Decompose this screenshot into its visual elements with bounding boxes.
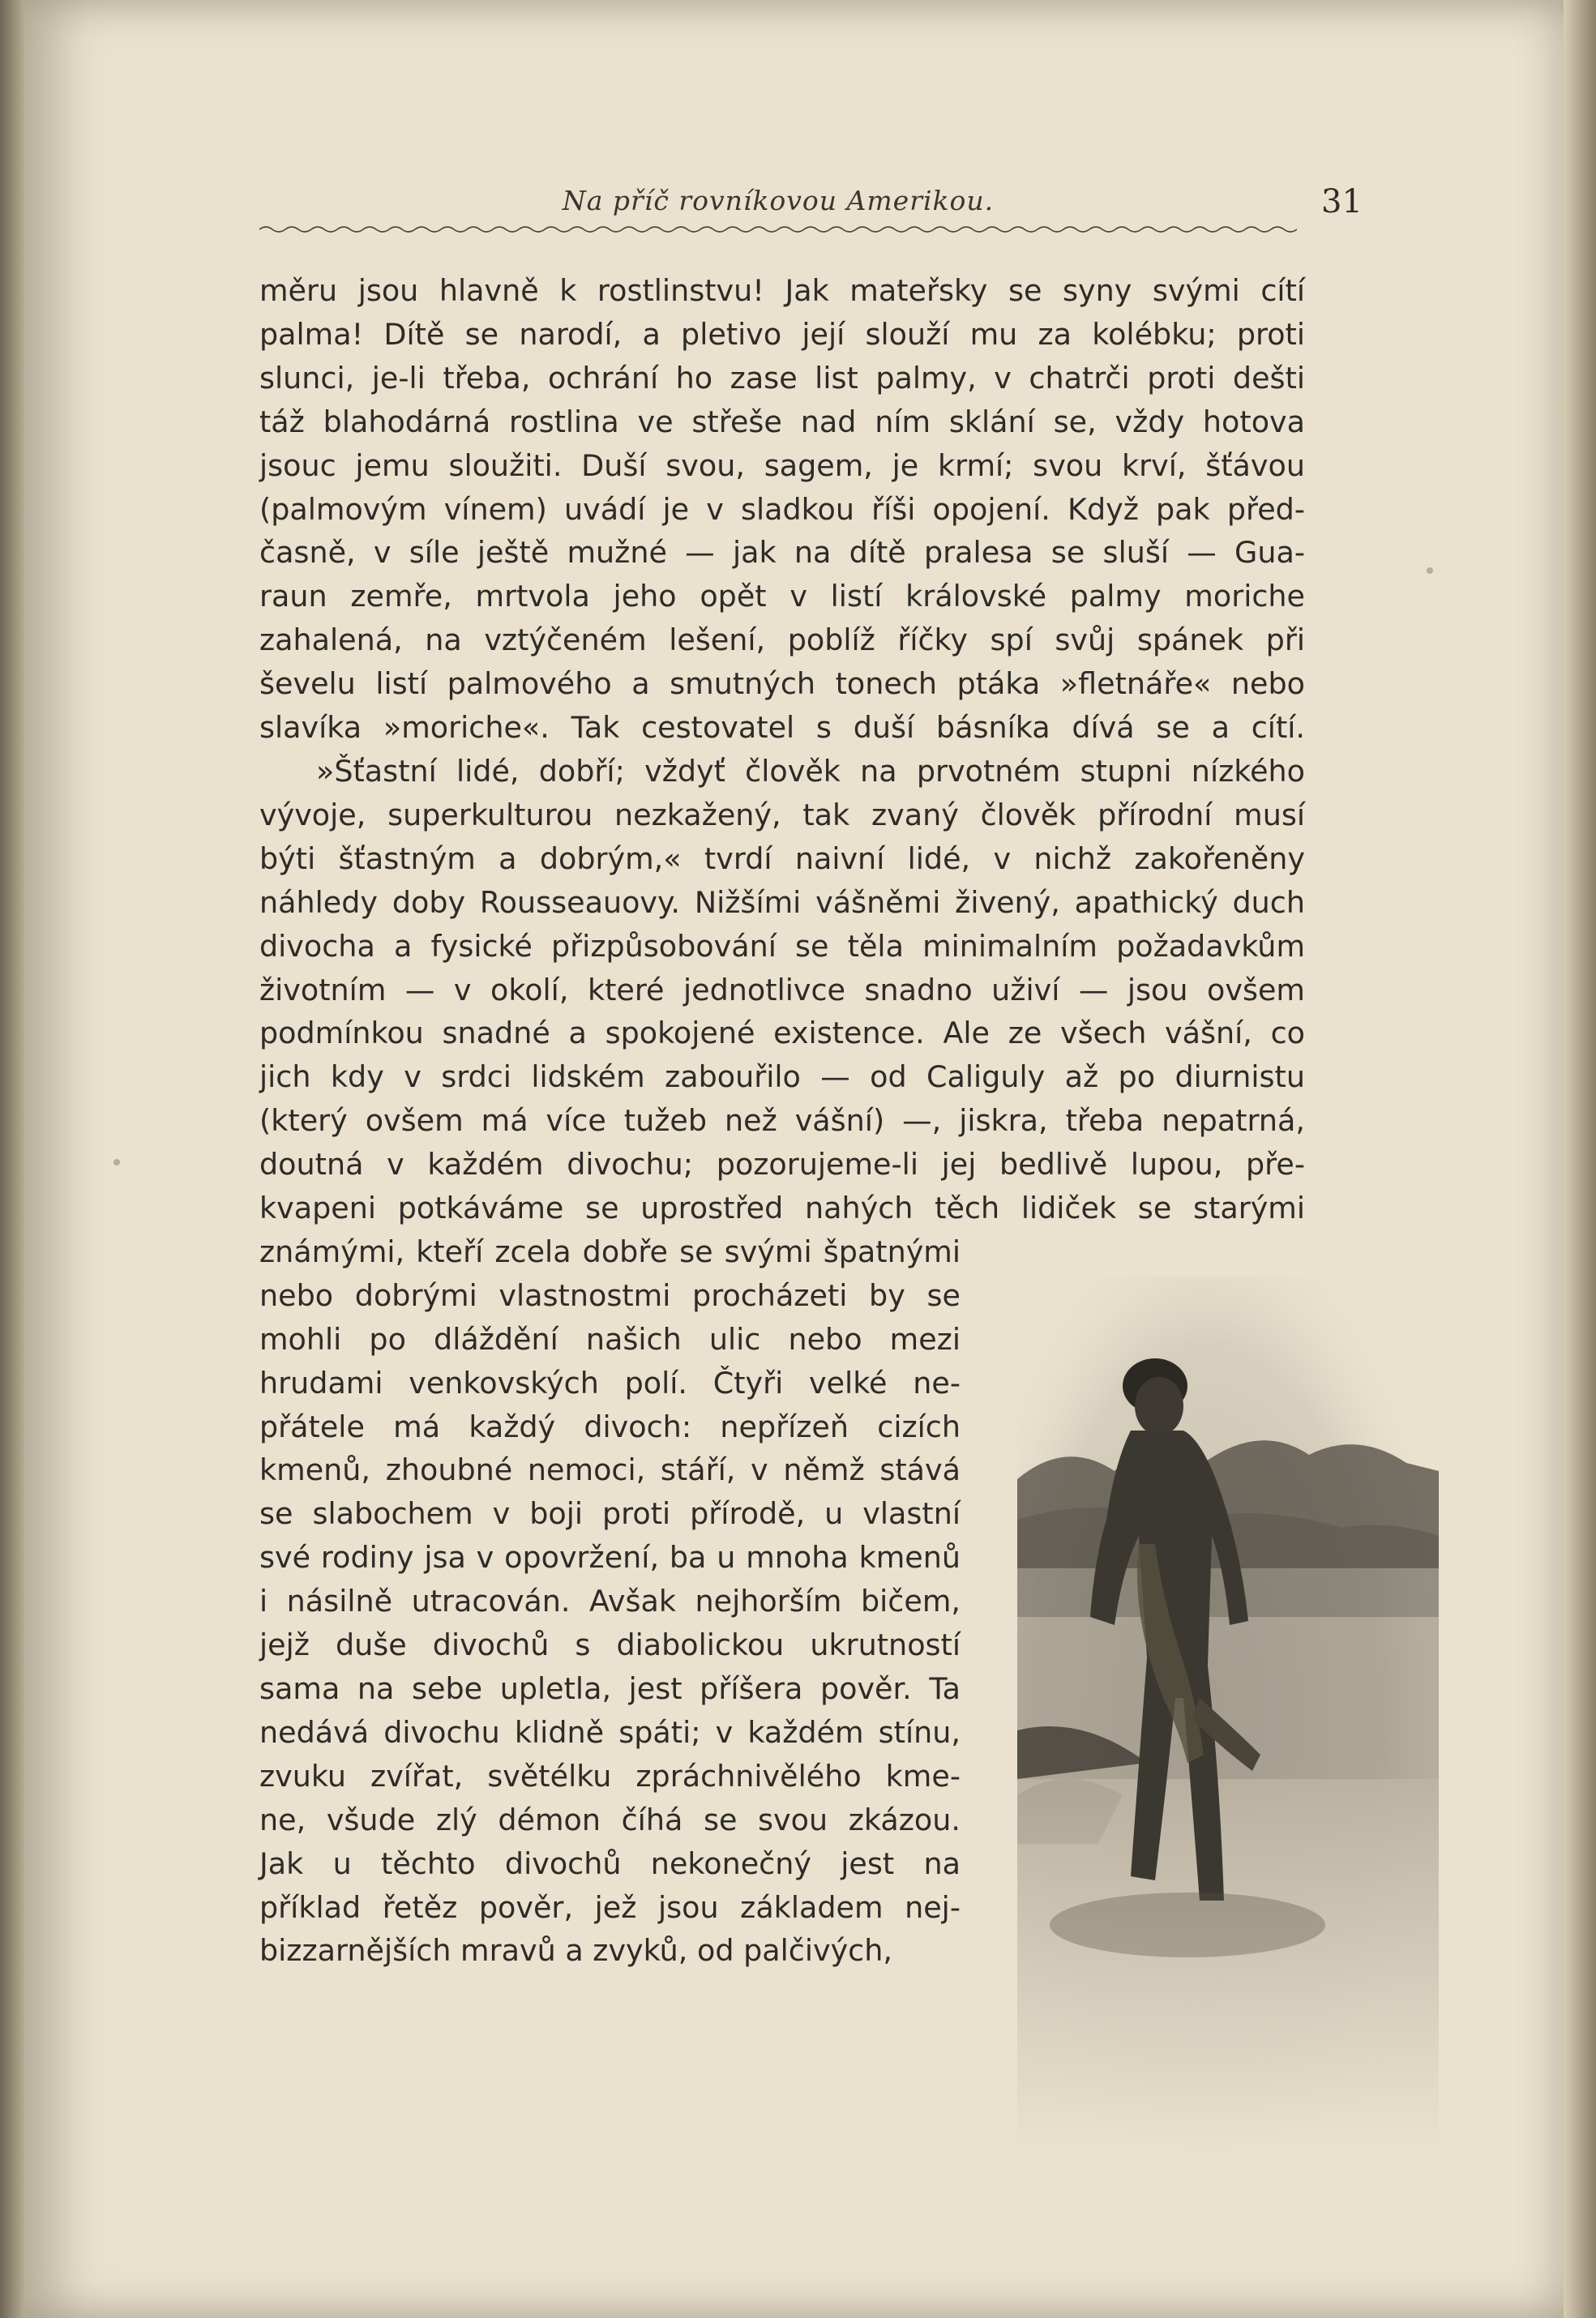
text-line: doutná v každém divochu; pozorujeme-li jej bedlivě lupou, pře-	[259, 1147, 1305, 1183]
text-line: jejž duše divochů s diabolickou ukrutností	[259, 1627, 961, 1663]
text-line: kvapeni potkáváme se uprostřed nahých těch lidiček se starými	[259, 1191, 1305, 1226]
text-line: nedává divochu klidně spáti; v každém stínu,	[259, 1714, 961, 1750]
text-line: příklad řetěz pověr, jež jsou základem nej-	[259, 1889, 961, 1925]
text-line: životním — v okolí, které jednotlivce snadno uživí — jsou ovšem	[259, 972, 1305, 1007]
text-line: zahalená, na vztýčeném lešení, poblíž říčky spí svůj spánek při	[259, 622, 1305, 658]
text-line: podmínkou snadné a spokojené existence. Ale ze všech vášní, co	[259, 1016, 1305, 1051]
text-line: býti šťastným a dobrým,« tvrdí naivní lidé, v nichž zakořeněny	[259, 840, 1305, 876]
text-line: zvuku zvířat, světélku zpráchnivělého kme-	[259, 1758, 961, 1794]
text-line: nebo dobrými vlastnostmi procházeti by se	[259, 1277, 961, 1313]
text-line: vývoje, superkulturou nezkažený, tak zvaný člověk přírodní musí	[259, 797, 1305, 832]
text-line: »Šťastní lidé, dobří; vždyť člověk na prvotném stupni nízkého	[316, 753, 1305, 789]
page-number: 31	[1321, 183, 1363, 220]
text-line: sama na sebe upletla, jest příšera pověr. Ta	[259, 1671, 961, 1706]
text-line: přátele má každý divoch: nepřízeň cizích	[259, 1409, 961, 1444]
text-line: slavíka »moriche«. Tak cestovatel s duší básníka dívá se a cítí.	[259, 710, 1305, 746]
running-head	[259, 185, 1297, 216]
text-line: známými, kteří zcela dobře se svými špatnými	[259, 1234, 961, 1269]
text-line: náhledy doby Rousseauovy. Nižšími vášněmi živený, apathický duch	[259, 884, 1305, 920]
text-line: ševelu listí palmového a smutných tonech ptáka »fletnáře« nebo	[259, 666, 1305, 702]
text-line: i násilně utracován. Avšak nejhorším bičem,	[259, 1584, 961, 1619]
halftone-photo-figure	[1017, 1277, 1439, 2152]
text-line: se slabochem v boji proti přírodě, u vlastní	[259, 1496, 961, 1532]
book-page	[24, 0, 1564, 2318]
paper-speck	[113, 1159, 120, 1165]
text-line: časně, v síle ještě mužné — jak na dítě pralesa se sluší — Gua-	[259, 535, 1305, 571]
text-line: Jak u těchto divochů nekonečný jest na	[259, 1845, 961, 1881]
text-line: ne, všude zlý démon číhá se svou zkázou.	[259, 1802, 961, 1837]
text-line: táž blahodárná rostlina ve střeše nad ním sklání se, vždy hotova	[259, 404, 1305, 439]
text-line: (palmovým vínem) uvádí je v sladkou říši opojení. Když pak před-	[259, 491, 1305, 527]
text-line: jich kdy v srdci lidském zabouřilo — od Caliguly až po diurnistu	[259, 1059, 1305, 1095]
page-edge-shadow	[1564, 0, 1596, 2318]
text-line: hrudami venkovských polí. Čtyři velké ne-	[259, 1365, 961, 1401]
running-title: Na příč rovníkovou Amerikou.	[562, 185, 995, 216]
text-line: divocha a fysické přizpůsobování se těla minimalním požadavkům	[259, 928, 1305, 964]
text-line: měru jsou hlavně k rostlinstvu! Jak mateřsky se syny svými cítí	[259, 273, 1305, 308]
paper-speck	[1427, 567, 1433, 574]
text-line: palma! Dítě se narodí, a pletivo její slouží mu za kolébku; proti	[259, 316, 1305, 352]
text-line: raun zemře, mrtvola jeho opět v listí královské palmy moriche	[259, 579, 1305, 614]
text-line: slunci, je-li třeba, ochrání ho zase list palmy, v chatrči proti dešti	[259, 360, 1305, 396]
text-line: (který ovšem má více tužeb než vášní) —, jiskra, třeba nepatrná,	[259, 1103, 1305, 1139]
text-line: mohli po dláždění našich ulic nebo mezi	[259, 1321, 961, 1357]
text-line: jsouc jemu sloužiti. Duší svou, sagem, je krmí; svou krví, šťávou	[259, 447, 1305, 483]
text-line: bizzarnějších mravů a zvyků, od palčivých,	[259, 1933, 892, 1969]
wavy-rule	[259, 224, 1297, 235]
text-line: své rodiny jsa v opovržení, ba u mnoha kmenů	[259, 1540, 961, 1576]
text-line: kmenů, zhoubné nemoci, stáří, v němž stává	[259, 1452, 961, 1488]
